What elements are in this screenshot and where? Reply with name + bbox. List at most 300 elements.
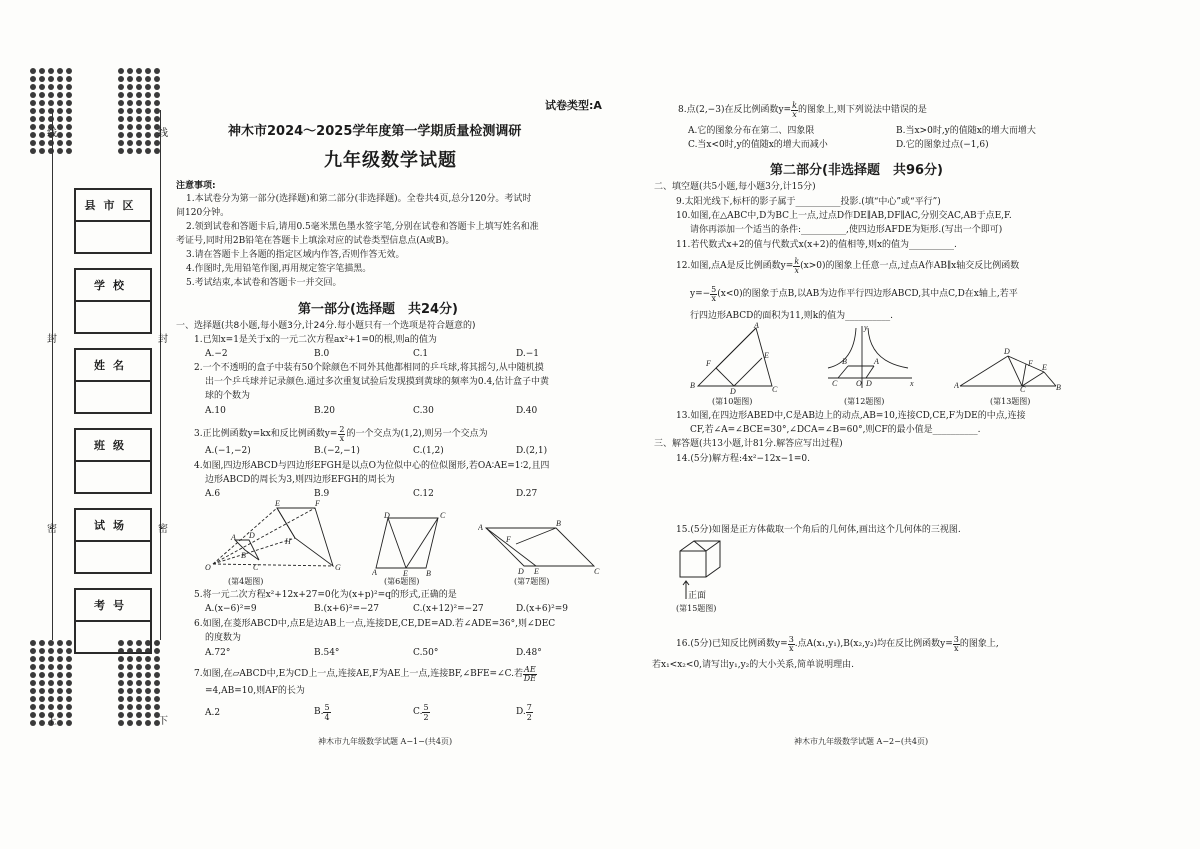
q13-line: 13.如图,在四边形ABED中,C是AB边上的动点,AB=10,连接CD,CE,F为DE的中点,连接 — [676, 411, 1026, 421]
binding-dot — [66, 132, 72, 138]
binding-dot — [66, 656, 72, 662]
q12-line1 — [676, 258, 1019, 275]
q2-line: 出一个乒乓球并记录颜色.通过多次重复试验后发现摸到黄球的频率为0.4,估计盒子中黄 — [205, 377, 550, 387]
binding-dot — [30, 108, 36, 114]
binding-dot — [39, 696, 45, 702]
svg-text:D: D — [384, 512, 390, 520]
binding-dot — [118, 132, 124, 138]
binding-dot — [154, 84, 160, 90]
binding-dot — [48, 696, 54, 702]
q12-fraction-k — [793, 258, 800, 275]
page2-footer: 神木市九年级数学试题 A−2−(共4页) — [794, 737, 929, 746]
binding-dot — [48, 640, 54, 646]
binding-dot — [66, 76, 72, 82]
svg-text:y: y — [864, 323, 868, 332]
frac-num: 3 — [953, 635, 959, 644]
exam-title: 神木市2024～2025学年度第一学期质量检测调研 — [228, 124, 522, 139]
binding-dot — [39, 648, 45, 654]
page1-footer: 神木市九年级数学试题 A−1−(共4页) — [318, 737, 453, 746]
q8-option-c: C.当x<0时,y的值随x的增大而减小 — [688, 140, 828, 150]
binding-dot — [127, 124, 133, 130]
binding-dot — [57, 712, 63, 718]
option-label: D. — [516, 707, 526, 717]
binding-dot — [66, 100, 72, 106]
svg-text:D: D — [249, 531, 255, 540]
binding-dot — [48, 68, 54, 74]
binding-dot — [66, 148, 72, 154]
q5-option-a: A.(x−6)²=9 — [205, 604, 257, 614]
q2-line: 2.一个不透明的盒子中装有50个除颜色不同外其他都相同的乒乓球,将其摇匀,从中随机摸 — [194, 363, 544, 373]
q1-option-c: C.1 — [413, 349, 429, 359]
binding-dot — [118, 68, 124, 74]
q7-line1 — [194, 666, 537, 683]
notice-item: 3.请在答题卡上各题的指定区域内作答,否则作答无效。 — [186, 250, 405, 260]
binding-dot — [145, 132, 151, 138]
q12-fraction-5 — [710, 286, 717, 303]
binding-dot — [39, 640, 45, 646]
q7-fraction — [523, 666, 537, 683]
svg-text:B: B — [690, 381, 695, 390]
binding-dot — [57, 704, 63, 710]
binding-dot — [154, 76, 160, 82]
binding-dot — [118, 108, 124, 114]
binding-dot — [57, 696, 63, 702]
q5-option-c: C.(x+12)²=−27 — [413, 604, 484, 614]
svg-text:D: D — [866, 379, 872, 388]
svg-text:D: D — [730, 387, 736, 394]
figure-q12 — [824, 322, 916, 392]
q2-line: 球的个数为 — [205, 391, 251, 401]
field-exam-number[interactable] — [74, 588, 152, 654]
figure-q10 — [690, 322, 780, 394]
binding-dot — [30, 664, 36, 670]
part2-title: 第二部分(非选择题 共96分) — [770, 163, 943, 178]
binding-dot — [145, 680, 151, 686]
binding-dot — [118, 92, 124, 98]
figure-q4-caption: (第4题图) — [228, 577, 264, 586]
binding-dot — [154, 640, 160, 646]
binding-dot — [48, 704, 54, 710]
q2-option-d: D.40 — [516, 406, 538, 416]
svg-text:E: E — [403, 569, 408, 576]
q7-line2: =4,AB=10,则AF的长为 — [205, 686, 305, 696]
q8-option-b: B.当x>0时,y的值随x的增大而增大 — [896, 126, 1036, 136]
svg-text:F: F — [506, 535, 511, 544]
binding-dot — [136, 672, 142, 678]
q1-option-d: D.−1 — [516, 349, 540, 359]
q3-option-c: C.(1,2) — [413, 446, 444, 456]
q7-frac-num: AE — [524, 665, 536, 674]
binding-dot — [39, 712, 45, 718]
binding-dot — [118, 680, 124, 686]
binding-dot — [127, 704, 133, 710]
mark-xian: 线 — [158, 128, 168, 139]
cut-line-right — [160, 110, 161, 640]
svg-text:A: A — [478, 523, 483, 532]
q1-option-b: B.0 — [314, 349, 330, 359]
figure-q7 — [478, 518, 602, 576]
svg-text:E: E — [534, 567, 539, 576]
binding-dot — [145, 140, 151, 146]
q8-text-a: 8.点(2,−3)在反比例函数y= — [678, 105, 792, 115]
binding-dot — [57, 84, 63, 90]
binding-dot — [48, 672, 54, 678]
binding-dot — [136, 696, 142, 702]
field-label: 县市区 — [76, 190, 150, 222]
q12-text: y=− — [690, 289, 711, 299]
q7-option-c — [413, 703, 430, 722]
field-exam-room[interactable] — [74, 508, 152, 574]
binding-dot — [154, 100, 160, 106]
svg-text:B: B — [426, 569, 431, 576]
binding-dot — [66, 84, 72, 90]
binding-dot — [66, 688, 72, 694]
field-label: 学校 — [76, 270, 150, 302]
binding-dot — [136, 76, 142, 82]
binding-dot — [57, 132, 63, 138]
q3-frac-num: 2 — [339, 425, 345, 434]
svg-text:C: C — [1020, 385, 1026, 392]
binding-dot — [145, 124, 151, 130]
binding-dot — [145, 664, 151, 670]
part1-title: 第一部分(选择题 共24分) — [298, 302, 458, 317]
binding-dot — [154, 656, 160, 662]
q12-line2 — [690, 286, 1018, 303]
binding-dot — [30, 688, 36, 694]
binding-dot — [30, 648, 36, 654]
binding-dot — [30, 680, 36, 686]
svg-text:C: C — [440, 512, 446, 520]
binding-dot — [39, 704, 45, 710]
binding-dot — [30, 84, 36, 90]
svg-text:A: A — [874, 357, 879, 366]
field-label: 班级 — [76, 430, 150, 462]
q3-text-b: 的一个交点为(1,2),则另一个交点为 — [346, 429, 488, 439]
field-school[interactable] — [74, 268, 152, 334]
svg-text:A: A — [954, 381, 959, 390]
binding-dot — [136, 148, 142, 154]
binding-dot — [118, 100, 124, 106]
binding-dot — [127, 140, 133, 146]
q14-text: 14.(5分)解方程:4x²−12x−1=0. — [676, 454, 810, 464]
frac-den: 2 — [526, 713, 532, 722]
q3-text — [194, 426, 488, 443]
binding-dot — [66, 672, 72, 678]
binding-dot — [66, 696, 72, 702]
q3-option-a: A.(−1,−2) — [205, 446, 251, 456]
q7-text: 7.如图,在▱ABCD中,E为CD上一点,连接AE,F为AE上一点,连接BF,∠BFE=∠C.若 — [194, 669, 524, 679]
notice-item: 考证号,同时用2B铅笔在答题卡上填涂对应的试卷类型信息点(A或B)。 — [176, 236, 455, 246]
binding-dot — [39, 108, 45, 114]
q8-text-b: 的图象上,则下列说法中错误的是 — [797, 105, 927, 115]
field-name[interactable] — [74, 348, 152, 414]
q3-option-d: D.(2,1) — [516, 446, 548, 456]
binding-dot — [48, 140, 54, 146]
q12-line3: 行四边形ABCD的面积为11,则k的值为__________. — [690, 311, 894, 321]
binding-dot — [118, 712, 124, 718]
binding-dot — [118, 124, 124, 130]
binding-dot — [57, 116, 63, 122]
q16-line2: 若x₁<x₂<0,请写出y₁,y₂的大小关系,简单说明理由. — [652, 660, 855, 670]
q11-text: 11.若代数式x+2的值与代数式x(x+2)的值相等,则x的值为__________. — [676, 240, 957, 250]
mark-xian-left: 线 — [47, 128, 57, 139]
binding-dot — [30, 704, 36, 710]
notice-item: 1.本试卷分为第一部分(选择题)和第二部分(非选择题)。全卷共4页,总分120分。考试时 — [186, 194, 532, 204]
q6-option-d: D.48° — [516, 648, 542, 658]
figure-q7-caption: (第7题图) — [514, 577, 550, 586]
q12-text: 12.如图,点A是反比例函数y= — [676, 261, 794, 271]
svg-text:x: x — [910, 379, 914, 388]
binding-dot — [118, 84, 124, 90]
binding-dot — [30, 132, 36, 138]
binding-dot — [48, 100, 54, 106]
binding-dot — [136, 140, 142, 146]
binding-dot — [39, 664, 45, 670]
binding-dot — [145, 92, 151, 98]
frac-num: 7 — [526, 703, 532, 712]
q7-option-d — [516, 703, 533, 722]
binding-dot — [48, 688, 54, 694]
binding-dot — [57, 648, 63, 654]
binding-dot — [30, 68, 36, 74]
binding-dot — [30, 640, 36, 646]
option-fraction — [526, 703, 533, 722]
binding-dot — [136, 132, 142, 138]
svg-text:A: A — [754, 322, 759, 330]
q13-line: CF,若∠A=∠BCE=30°,∠DCA=∠B=60°,则CF的最小值是__________. — [690, 425, 981, 435]
binding-dot — [66, 680, 72, 686]
q16-line1 — [676, 636, 999, 653]
mark-shang: 上 — [47, 716, 57, 727]
q3-frac-den: x — [339, 434, 345, 443]
q9-text: 9.太阳光线下,标杆的影子属于__________投影.(填“中心”或“平行”) — [676, 197, 941, 207]
binding-dot — [136, 712, 142, 718]
paper-type: 试卷类型:A — [545, 99, 602, 112]
binding-dot — [154, 664, 160, 670]
binding-dot — [66, 648, 72, 654]
q8-option-a: A.它的图象分布在第二、四象限 — [688, 126, 815, 136]
binding-dot — [127, 720, 133, 726]
binding-dot — [66, 140, 72, 146]
binding-dot — [39, 672, 45, 678]
binding-dot — [66, 116, 72, 122]
binding-dot — [145, 656, 151, 662]
section1-heading: 一、选择题(共8小题,每小题3分,计24分.每小题只有一个选项是符合题意的) — [176, 321, 476, 331]
binding-dot — [127, 672, 133, 678]
svg-text:D: D — [518, 567, 524, 576]
svg-text:F: F — [706, 359, 711, 368]
field-label: 考号 — [76, 590, 150, 622]
binding-dot — [118, 116, 124, 122]
binding-dot — [154, 648, 160, 654]
binding-dot — [48, 148, 54, 154]
binding-dot — [154, 68, 160, 74]
binding-dot — [66, 664, 72, 670]
binding-dot — [127, 108, 133, 114]
binding-dot — [66, 124, 72, 130]
binding-dot — [57, 76, 63, 82]
svg-text:F: F — [315, 500, 320, 508]
section3-heading: 三、解答题(共13小题,计81分.解答应写出过程) — [654, 439, 843, 449]
figure-q4 — [205, 500, 345, 576]
binding-dot — [57, 680, 63, 686]
binding-dot — [57, 124, 63, 130]
binding-dot — [57, 140, 63, 146]
binding-dot — [57, 672, 63, 678]
q10-line: 请你再添加一个适当的条件:__________,使四边形AFDE为矩形.(写出一个即可) — [690, 225, 1003, 235]
figure-q6 — [372, 512, 452, 576]
binding-dot — [48, 116, 54, 122]
q1-text: 1.已知x=1是关于x的一元二次方程ax²+1=0的根,则a的值为 — [194, 335, 437, 345]
binding-dot — [30, 656, 36, 662]
field-class[interactable] — [74, 428, 152, 494]
binding-dot — [136, 688, 142, 694]
binding-dot — [136, 680, 142, 686]
mark-mi-left: 密 — [47, 524, 57, 535]
binding-dot — [57, 100, 63, 106]
q16-fraction — [953, 636, 960, 653]
binding-dot — [39, 680, 45, 686]
notice-title: 注意事项: — [176, 181, 216, 191]
binding-dot — [127, 68, 133, 74]
q4-option-b: B.9 — [314, 489, 330, 499]
binding-dot — [136, 84, 142, 90]
binding-dot — [48, 664, 54, 670]
q16-text: .点A(x₁,y₁),B(x₂,y₂)均在反比例函数y= — [794, 639, 953, 649]
dot-column-left-top — [30, 68, 76, 154]
binding-dot — [118, 688, 124, 694]
binding-dot — [66, 92, 72, 98]
binding-dot — [154, 704, 160, 710]
binding-dot — [48, 108, 54, 114]
binding-dot — [127, 132, 133, 138]
q8-frac-num: k — [792, 101, 797, 110]
svg-text:H: H — [285, 537, 291, 546]
field-county[interactable] — [74, 188, 152, 254]
binding-dot — [66, 704, 72, 710]
binding-dot — [154, 92, 160, 98]
q6-option-c: C.50° — [413, 648, 439, 658]
frac-num: 5 — [324, 703, 330, 712]
binding-dot — [39, 116, 45, 122]
binding-dot — [48, 656, 54, 662]
binding-dot — [66, 712, 72, 718]
binding-dot — [145, 720, 151, 726]
binding-dot — [66, 640, 72, 646]
svg-text:A: A — [372, 568, 377, 576]
binding-dot — [136, 116, 142, 122]
subject-title: 九年级数学试题 — [324, 150, 457, 171]
q8-option-d: D.它的图象过点(−1,6) — [896, 140, 989, 150]
binding-dot — [57, 68, 63, 74]
binding-dot — [48, 76, 54, 82]
svg-text:B: B — [241, 551, 246, 560]
q4-line: 边形ABCD的周长为3,则四边形EFGH的周长为 — [205, 475, 395, 485]
binding-dot — [39, 688, 45, 694]
binding-dot — [127, 696, 133, 702]
option-label: B. — [314, 707, 324, 717]
binding-dot — [145, 116, 151, 122]
notice-item: 2.领到试卷和答题卡后,请用0.5毫米黑色墨水签字笔,分别在试卷和答题卡上填写姓名和准 — [186, 222, 539, 232]
q2-option-c: C.30 — [413, 406, 434, 416]
binding-dot — [57, 92, 63, 98]
q16-text: 16.(5分)已知反比例函数y= — [676, 639, 788, 649]
binding-dot — [118, 664, 124, 670]
binding-dot — [127, 688, 133, 694]
svg-text:G: G — [335, 563, 341, 572]
binding-dot — [136, 124, 142, 130]
binding-dot — [127, 100, 133, 106]
frac-den: 4 — [324, 713, 330, 722]
mark-xia: 下 — [158, 716, 168, 727]
figure-q15-front-label: 正面 — [688, 591, 707, 601]
binding-dot — [127, 92, 133, 98]
binding-dot — [118, 76, 124, 82]
binding-dot — [57, 640, 63, 646]
dot-column-right-top — [118, 68, 164, 154]
q12-text: (x>0)的图象上任意一点,过点A作AB∥x轴交反比例函数 — [800, 261, 1020, 271]
binding-dot — [145, 148, 151, 154]
binding-dot — [57, 664, 63, 670]
binding-dot — [145, 672, 151, 678]
q2-option-b: B.20 — [314, 406, 335, 416]
svg-text:B: B — [842, 357, 847, 366]
notice-item: 4.作图时,先用铅笔作图,再用规定签字笔描黑。 — [186, 264, 372, 274]
binding-dot — [30, 720, 36, 726]
svg-text:E: E — [764, 351, 769, 360]
binding-dot — [145, 100, 151, 106]
binding-dot — [39, 140, 45, 146]
svg-text:B: B — [1056, 383, 1061, 392]
binding-dot — [39, 132, 45, 138]
svg-text:B: B — [556, 519, 561, 528]
binding-dot — [118, 672, 124, 678]
svg-text:C: C — [594, 567, 600, 576]
binding-dot — [30, 696, 36, 702]
binding-dot — [48, 84, 54, 90]
binding-dot — [127, 84, 133, 90]
option-fraction — [323, 703, 330, 722]
q10-line: 10.如图,在△ABC中,D为BC上一点,过点D作DE∥AB,DF∥AC,分别交AC,AB于点E,F. — [676, 211, 1012, 221]
binding-dot — [57, 148, 63, 154]
q1-option-a: A.−2 — [205, 349, 228, 359]
option-label: C. — [413, 707, 423, 717]
svg-text:C: C — [772, 385, 778, 394]
figure-q6-caption: (第6题图) — [384, 577, 420, 586]
binding-dot — [127, 664, 133, 670]
binding-dot — [48, 92, 54, 98]
binding-dot — [127, 712, 133, 718]
binding-dot — [118, 720, 124, 726]
binding-dot — [145, 84, 151, 90]
binding-dot — [145, 108, 151, 114]
svg-text:E: E — [1042, 363, 1047, 372]
q5-text: 5.将一元二次方程x²+12x+27=0化为(x+p)²=q的形式,正确的是 — [194, 590, 457, 600]
binding-dot — [145, 704, 151, 710]
mark-mi: 密 — [158, 524, 168, 535]
binding-dot — [145, 696, 151, 702]
q4-option-d: D.27 — [516, 489, 538, 499]
q6-line: 的度数为 — [205, 633, 242, 643]
svg-text:E: E — [275, 500, 280, 508]
frac-num: k — [794, 257, 800, 266]
svg-text:D: D — [1004, 347, 1010, 356]
binding-dot — [30, 92, 36, 98]
field-label: 姓名 — [76, 350, 150, 382]
binding-dot — [127, 680, 133, 686]
frac-den: x — [711, 294, 716, 303]
binding-dot — [66, 720, 72, 726]
